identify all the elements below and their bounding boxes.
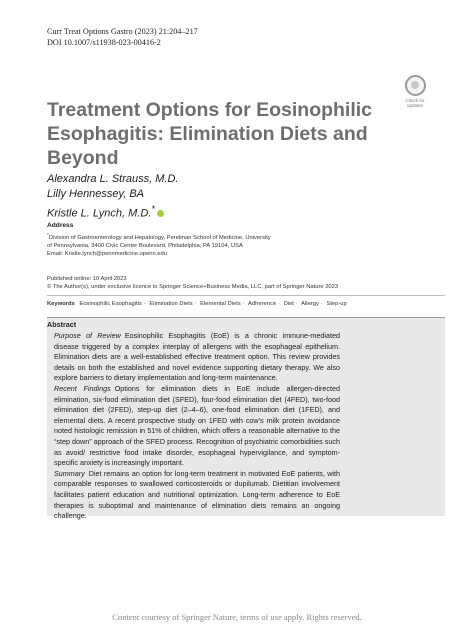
keywords-label: Keywords bbox=[47, 301, 75, 307]
published-date: Published online: 10 April 2023 bbox=[47, 276, 127, 282]
keywords bbox=[47, 300, 447, 308]
crossmark-label-line1: Check for bbox=[405, 98, 425, 103]
keywords-divider bbox=[47, 295, 445, 296]
keyword-separator: · bbox=[143, 301, 146, 307]
copyright: © The Author(s), under exclusive licence to Springer Science+Business Media, LLC, part of Springer Nature 2023 bbox=[47, 284, 339, 290]
corresponding-author-mark: * bbox=[151, 204, 155, 214]
findings-label: Recent Findings bbox=[54, 383, 111, 393]
affiliation-mark: * bbox=[47, 233, 49, 238]
author-3: Kristle L. Lynch, M.D. bbox=[47, 207, 152, 220]
address-block bbox=[47, 232, 447, 258]
author-2: Lilly Hennessey, BA bbox=[47, 188, 145, 200]
email-link[interactable]: Email: Kristle.lynch@pennmedicine.upenn.edu bbox=[47, 250, 167, 257]
address-affiliation bbox=[47, 232, 447, 242]
abstract-purpose bbox=[54, 331, 340, 384]
abstract-findings bbox=[54, 384, 340, 469]
doi: DOI 10.1007/s11938-023-00416-2 bbox=[47, 38, 161, 47]
address-line-1: Division of Gastroenterology and Hepatology, Perelman School of Medicine, University bbox=[48, 234, 271, 241]
summary-text: Diet remains an option for long-term treatment in motivated EoE patients, with comparable responses to swallowed corticosteroids or dupilumab. Dietitian involvement facilitates patient education and nutritional optimization. Long-term adherence to EoE therapies is suboptimal and maintenance of elimination diets remains an ongoing challenge. bbox=[54, 468, 340, 521]
keyword: Step-up bbox=[326, 301, 347, 307]
crossmark-label-line2: updates bbox=[406, 103, 423, 108]
keyword-separator: · bbox=[295, 301, 298, 307]
journal-header bbox=[47, 26, 198, 48]
crossmark-label bbox=[403, 98, 427, 108]
check-for-updates-button[interactable] bbox=[403, 75, 427, 108]
footer-notice: Content courtesy of Springer Nature, terms of use apply. Rights reserved. bbox=[112, 612, 362, 622]
purpose-text: Eosinophilic Esophagitis (EoE) is a chronic immune-mediated disease triggered by a complex interplay of allergens with the esophageal epithelium. Elimination diets are a well-established effective treatment option. This review provides details on both the established and novel evidence supporting dietary therapy. We also explore barriers to dietary implementation and long-term maintenance. bbox=[54, 331, 340, 383]
abstract-body bbox=[54, 331, 340, 522]
address-heading: Address bbox=[47, 222, 74, 229]
address-line-2: of Pennsylvania, 3400 Civic Center Boulevard, Philadelphia, PA 19104, USA bbox=[47, 242, 243, 249]
keyword: Eosinophilic Esophagitis bbox=[79, 301, 142, 307]
keyword-separator: · bbox=[194, 301, 197, 307]
author-3-row bbox=[47, 202, 178, 222]
journal-citation: Curr Treat Options Gastro (2023) 21:204–217 bbox=[47, 27, 198, 36]
abstract-summary bbox=[54, 469, 340, 522]
findings-text: Options for elimination diets in EoE include allergen-directed elimination, six-food elimination diet (SFED), four-food elimination diet (4FED), two-food elimination diet (2FED), step-up diet (2–4–6), one-food elimination diet (1FED), and elemental diets. A recent prospective study on 1FED with cow’s milk protein avoidance noted histologic remission in 51% of children, which offers a reasonable alternative to the “step down” approach of the SFED process. Recognition of psychiatric comorbidities such as avoid/ restrictive food intake disorder, esophageal hypervigilance, and symptom-specific anxiety is increasingly important. bbox=[54, 383, 341, 468]
keyword: Elimination Diets bbox=[149, 301, 193, 307]
crossmark-icon bbox=[405, 75, 426, 96]
article-title: Treatment Options for Eosinophilic Esophagitis: Elimination Diets and Beyond bbox=[47, 99, 373, 169]
summary-label: Summary bbox=[54, 468, 85, 478]
orcid-icon[interactable] bbox=[157, 210, 164, 217]
keyword: Allergy bbox=[301, 301, 319, 307]
author-1: Alexandra L. Strauss, M.D. bbox=[47, 173, 179, 185]
author-list bbox=[47, 172, 178, 222]
purpose-label: Purpose of Review bbox=[54, 331, 121, 340]
keyword-separator: · bbox=[320, 301, 323, 307]
abstract-heading: Abstract bbox=[47, 320, 77, 329]
keyword: Adherence bbox=[248, 301, 277, 307]
keyword-separator: · bbox=[278, 301, 280, 307]
publication-info bbox=[47, 275, 447, 291]
keyword: Diet bbox=[283, 301, 294, 307]
keyword-separator: · bbox=[242, 301, 245, 307]
keyword: Elemental Diets bbox=[200, 301, 241, 307]
